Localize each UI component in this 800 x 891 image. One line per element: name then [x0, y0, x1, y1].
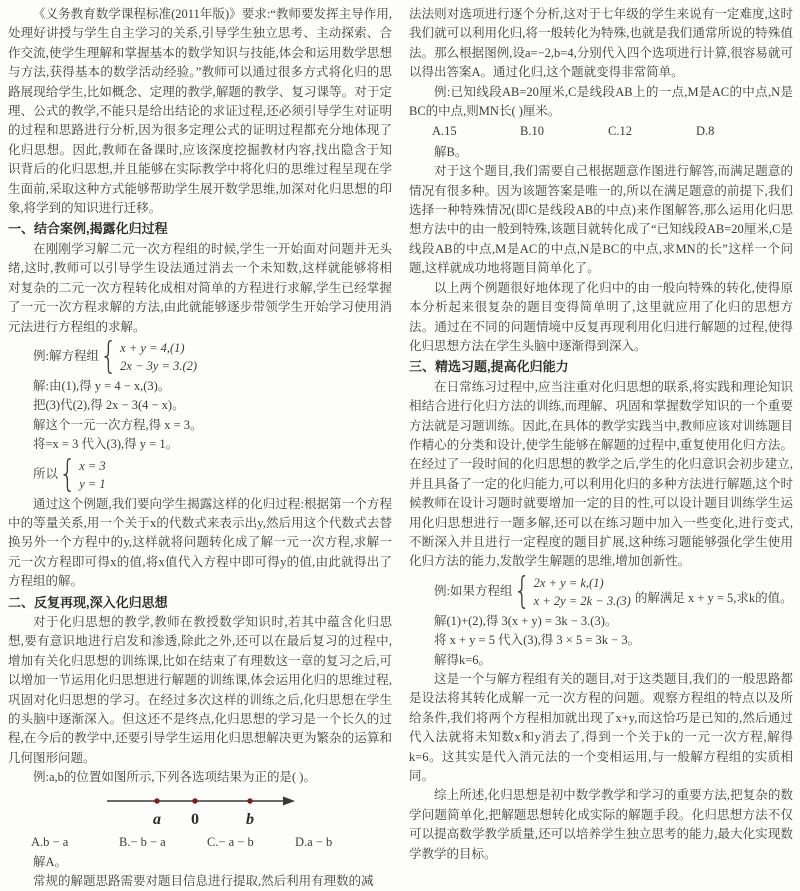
example1-equation-system — [33, 335, 392, 378]
option-a: A.b − a — [31, 834, 69, 849]
section3-heading: 三、精选习题,提高化归能力 — [409, 359, 569, 375]
point-zero-dot — [192, 798, 197, 803]
option-c: C.12 — [608, 124, 632, 139]
intro-paragraph: 《义务教育数学课程标准(2011年版)》要求:“教师要发挥主导作用,处理好讲授与学生自主学习的关系,引导学生独立思考、主动探索、合作交流,使学生理解和掌握基本的数学知识与技能,体会和运用数学思想与方法,获得基本的数学活动经验。”教师可以通过很多方式将化归的思路展现给学生,比如概念、定理的教学,解题的教学、复习课等。对于定理、公式的教学,不能只是给出结论的求证过程,还必须引导学生对证明的过程和思路进行分析,因为很多定理公式的证明过程都充分地体现了化归思想。因此,教师在备课时,应该深度挖掘教材内容,找出隐含于知识背后的化归思想,并且能够在实际教学中将化归的思维过程呈现在学生面前,采取这种方式能够帮助学生展开数学思维,加深对化归思想的印象,将学到的知识进行迁移。 — [8, 7, 392, 216]
left-brace-glyph: { — [59, 453, 77, 496]
example4-equation-system — [434, 570, 793, 613]
example4-step-3: 解得k=6。 — [434, 652, 492, 667]
example1-step-3: 解这个一元一次方程,得 x = 3。 — [33, 417, 203, 432]
example1-step-1: 解:由(1),得 y = 4 − x,(3)。 — [33, 378, 171, 393]
option-c: C.− a − b — [207, 834, 254, 849]
label-a: a — [153, 810, 161, 828]
label-zero: 0 — [191, 810, 199, 828]
example1-equation-2: 2x − 3y = 3.(2) — [120, 358, 198, 373]
example1-conclusion-eq2: y = 1 — [79, 476, 106, 491]
option-d: D.8 — [696, 124, 715, 139]
example1-equation-1: x + y = 4,(1) — [120, 340, 185, 355]
option-a: A.15 — [432, 124, 457, 139]
example3-answer: 解B。 — [434, 144, 468, 159]
discussion-paragraph-2: 以上两个例题很好地体现了化归中的由一般向特殊的转化,使得原本分析起来很复杂的题目变得简单明了,这里就应用了化归的思想方法。通过在不同的问题情境中反复再现利用化归进行解题的过程,使得化归思想方法在学生头脑中逐渐得到深入。 — [409, 280, 793, 353]
example1-step-4: 将=x = 3 代入(3),得 y = 1。 — [33, 437, 179, 452]
number-line-figure — [8, 789, 392, 832]
example4-suffix: 的解满足 x + y = 5,求k的值。 — [634, 591, 793, 606]
option-b: B.− b − a — [119, 834, 166, 849]
point-b-dot — [247, 798, 252, 803]
arrowhead-icon — [283, 796, 295, 805]
point-a-dot — [154, 798, 159, 803]
left-column — [8, 5, 392, 891]
left-brace-glyph: { — [513, 570, 531, 613]
option-b: B.10 — [520, 124, 544, 139]
section3-paragraph: 在日常练习过程中,应当注重对化归思想的联系,将实践和理论知识相结合进行化归方法的训练,而理解、巩固和掌握数学知识的一个重要方法就是习题训练。因此,在具体的教学实践当中,教师应该对训练题目作精心的分类和设计,使学生能够在解题的过程中,重复使用化归方法。在经过了一段时间的化归思想的教学之后,学生的化归意识会初步建立,并且具备了一定的化归能力,可以利用化归的多种方法进行解题,这个时候教师在设计习题时就要增加一定的目的性,可以设计题目训练学生运用化归思想进行一题多解,还可以在练习题中加入一些变化,进行变式,不断深入并且进行一定程度的题目扩展,这种练习题能够强化学生使用化归方法的能力,发散学生解题的思维,增加创新性。 — [409, 379, 793, 569]
right-column — [409, 5, 793, 891]
example4-label: 例:如果方程组 — [434, 584, 513, 599]
option-d: D.a − b — [295, 834, 333, 849]
example1-step-2: 把(3)代(2),得 2x − 3(4 − x)。 — [33, 398, 185, 413]
example1-conclusion-system — [33, 453, 392, 496]
discussion-paragraph-3: 这是一个与解方程组有关的题目,对于这类题目,我们的一般思路都是设法将其转化成解一元一次方程的问题。观察方程组的特点以及所给条件,我们将两个方程相加就出现了x+y,而这恰巧是已知的,然后通过代入法就将未知数x和y消去了,得到一个关于k的一元一次方程,解得k=6。这其实是代入消元法的一个变相运用,与一般解方程组的实质相同。 — [409, 672, 793, 784]
example4-step-2: 将 x + y = 5 代入(3),得 3 × 5 = 3k − 3。 — [434, 633, 641, 648]
example1-conclusion-label: 所以 — [33, 466, 59, 481]
continuation-paragraph: 法法则对选项进行逐个分析,这对于七年级的学生来说有一定难度,这时我们就可以利用化归,将一般转化为特殊,也就是我们通常所说的特殊值法。那么根据图例,设a=−2,b=4,分别代入四个选项进行计算,很容易就可以得出答案A。通过化归,这个题就变得非常简单。 — [409, 7, 793, 80]
conclusion-paragraph: 综上所述,化归思想是初中数学教学和学习的重要方法,把复杂的数学问题简单化,把解题思想转化成实际的解题手段。化归思想方法不仅可以提高数学教学质量,还可以培养学生独立思考的能力,最大化实现数学教学的目标。 — [409, 788, 793, 861]
example3-prompt: 例:已知线段AB=20厘米,C是线段AB上的一点,M是AC的中点,N是BC的中点,则MN长( )厘米。 — [409, 84, 793, 119]
number-line-svg — [95, 789, 305, 832]
example1-conclusion-eq1: x = 3 — [79, 458, 106, 473]
label-b: b — [246, 810, 254, 828]
section1-paragraph: 在刚刚学习解二元一次方程组的时候,学生一开始面对问题并无头绪,这时,教师可以引导学生设法通过消去一个未知数,这样就能够将相对复杂的二元一次方程转化成相对简单的方程进行求解,学生已经掌握了一元一次方程求解的方法,由此就能够逐步带领学生开始学习使用消元法进行方程组的求解。 — [8, 241, 392, 334]
example2-answer: 解A。 — [33, 855, 68, 870]
section2-heading: 二、反复再现,深入化归思想 — [8, 594, 168, 610]
left-tail-line: 常规的解题思路需要对题目信息进行提取,然后利用有理数的减 — [33, 874, 374, 889]
example2-options-row — [8, 833, 392, 852]
example2-prompt: 例:a,b的位置如图所示,下列各选项结果为正的是( )。 — [33, 770, 316, 785]
example4-step-1: 解(1)+(2),得 3(x + y) = 3k − 3.(3)。 — [434, 613, 618, 628]
example3-options-row — [409, 122, 793, 141]
section2-paragraph: 对于化归思想的教学,教师在教授数学知识时,若其中蕴含化归思想,要有意识地进行启发和渗透,除此之外,还可以在最后复习的过程中,增加有关化归思想的训练课,比如在结束了有理数这一章的复习之后,可以增加一节运用化归思想进行解题的训练课,体会运用化归的思维过程,巩固对化归思想的学习。在经过多次这样的训练之后,化归思想在学生的头脑中逐渐深入。但这还不是终点,化归思想的学习是一个长久的过程,在今后的教学中,还要引导学生运用化归思想解决更为繁杂的运算和几何图形问题。 — [8, 614, 392, 765]
discussion-paragraph-1: 对于这个题目,我们需要自己根据题意作图进行解答,而满足题意的情况有很多种。因为该题答案是唯一的,所以在满足题意的前提下,我们选择一种特殊情况(即C是线段AB的中点)来作图解答,那么运用化归思想方法中的由一般到特殊,该题目就转化成了“已知线段AB=20厘米,C是线段AB的中点,M是AC的中点,N是BC的中点,求MN的长”这样一个问题,这样就成功地将题目简单化了。 — [409, 164, 793, 276]
left-brace-glyph: { — [99, 335, 118, 378]
section1-heading: 一、结合案例,揭露化归过程 — [8, 221, 168, 237]
section1-paragraph-2: 通过这个例题,我们要向学生揭露这样的化归过程:根据第一个方程中的等量关系,用一个关于x的代数式来表示出y,然后用这个代数式去替换另外一个方程中的y,这样就将问题转化成了解一元一次方程,求解一元一次方程即可得x的值,将x值代入方程中即可得y的值,由此就得出了方程组的解。 — [8, 496, 392, 589]
example4-equation-2: x + 2y = 2k − 3.(3) — [533, 593, 631, 608]
example1-label: 例:解方程组 — [33, 349, 99, 364]
example4-equation-1: 2x + y = k,(1) — [533, 575, 604, 590]
